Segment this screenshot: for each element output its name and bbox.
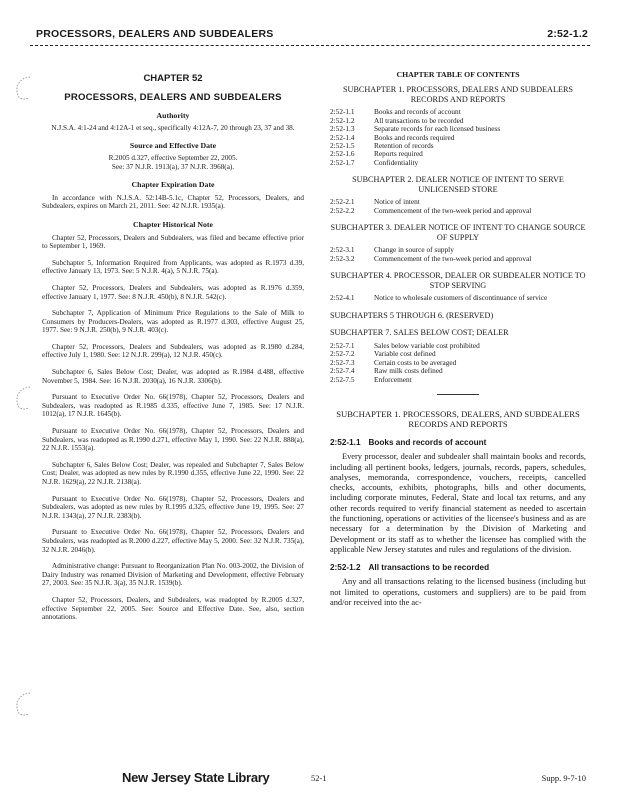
toc-subchapter: [330, 175, 586, 215]
source-heading: Source and Effective Date: [129, 141, 217, 151]
toc-entry[interactable]: [330, 255, 586, 263]
toc-entry[interactable]: [330, 134, 586, 142]
history-paragraph: Subchapter 5, Information Required from Applicants, was adopted as R.1973 d.39, effective January 13, 1973. See: 5 N.J.R. 4(a), 5 N.J.R. 75(a).: [42, 258, 304, 276]
toc-entry-number: 2:52-1.1: [330, 107, 355, 117]
source-citation: See: 37 N.J.R. 1913(a), 37 N.J.R. 3968(a).: [111, 162, 235, 171]
history-paragraph: Subchapter 7, Application of Minimum Price Regulations to the Sale of Milk to Consumers by Producers-Dealers, was adopted as R.1977 d.303, effective August 25, 1977. See: 9 N.J.R. 250(b), 9 N.J.R. 403(c).: [42, 309, 304, 335]
history-paragraph: Chapter 52, Processors, Dealers, and Subdealers, was readopted by R.2005 d.327, effective September 22, 2005. See: Source and Effective Date. See, also, section annotations.: [42, 595, 304, 622]
toc-subchapter-title[interactable]: SUBCHAPTER 3. DEALER NOTICE OF INTENT TO CHANGE SOURCE OF SUPPLY: [330, 223, 586, 242]
toc-entry-title: Notice of intent: [374, 197, 420, 207]
history-paragraph: Subchapter 6, Sales Below Cost; Dealer, was repealed and Subchapter 7, Sales Below Cost; Dealer, was adopted as new rules by R.1990 d.355, effective June 22, 1990. See: 22 N.J.R. 1629(a), 22 N.J.R. 2138(a).: [42, 460, 304, 486]
toc-entry-title: Commencement of the two-week period and approval: [374, 205, 532, 215]
section-title: Books and records of account: [368, 438, 487, 448]
toc-entry-number: 2:52-3.1: [330, 245, 355, 255]
toc-entry-number: 2:52-1.6: [330, 149, 355, 159]
binder-hole-icon: [12, 690, 34, 718]
toc-subchapter-title[interactable]: SUBCHAPTER 4. PROCESSOR, DEALER OR SUBDEALER NOTICE TO STOP SERVING: [330, 271, 586, 290]
chapter-number: CHAPTER 52: [143, 73, 203, 84]
toc-entry-title: Variable cost defined: [374, 349, 436, 359]
toc-entry[interactable]: [330, 159, 586, 167]
toc-entry[interactable]: [330, 125, 586, 133]
toc-entry-number: 2:52-7.5: [330, 374, 355, 384]
toc-entry[interactable]: [330, 342, 586, 350]
section-title: All transactions to be recorded: [368, 563, 490, 573]
toc-entry-title: Enforcement: [374, 374, 412, 384]
toc-subchapter-title[interactable]: SUBCHAPTER 1. PROCESSORS, DEALERS AND SUBDEALERS RECORDS AND REPORTS: [343, 85, 573, 104]
toc-entry-number: 2:52-1.4: [330, 132, 355, 142]
authority-heading: Authority: [156, 111, 190, 121]
toc-entry-title: Change in source of supply: [374, 245, 454, 255]
toc-subchapter-title[interactable]: SUBCHAPTER 2. DEALER NOTICE OF INTENT TO SERVE UNLICENSED STORE: [352, 175, 564, 194]
expiration-text: In accordance with N.J.S.A. 52:14B-5.1c, Chapter 52, Processors, Dealers, and Subdealers, expires on March 21, 2011. See: 42 N.J.R. 1935(a).: [42, 193, 304, 211]
history-paragraph: Administrative change: Pursuant to Reorganization Plan No. 003-2002, the Division of Dairy Industry was renamed Division of Marketing and Development, effective February 27, 2003. See: 35 N.J.R. 3(a), 35 N.J.R. 1539(b).: [42, 562, 304, 588]
toc-entry-title: Raw milk costs defined: [374, 366, 443, 376]
history-paragraph: Chapter 52, Processors, Dealers and Subdealers, was adopted as R.1980 d.284, effective July 1, 1980. See: 12 N.J.R. 299(a), 12 N.J.R. 450(c).: [42, 342, 304, 360]
authority-text: N.J.S.A. 4:1-24 and 4:12A-1 et seq., specifically 4:12A-7, 20 through 23, 37 and 38.: [51, 123, 295, 132]
header-title: PROCESSORS, DEALERS AND SUBDEALERS: [36, 28, 274, 40]
toc-entry[interactable]: [330, 207, 586, 215]
toc-entry-number: 2:52-1.3: [330, 124, 355, 134]
supplement-date: Supp. 9-7-10: [541, 773, 586, 783]
library-stamp: New Jersey State Library: [122, 770, 270, 785]
toc-subchapter-title[interactable]: SUBCHAPTERS 5 THROUGH 6. (RESERVED): [330, 310, 494, 320]
page-footer: [0, 770, 618, 790]
left-column: [42, 70, 304, 622]
toc-entry-title: Books and records of account: [374, 107, 461, 117]
toc-entry-number: 2:52-3.2: [330, 253, 355, 263]
right-column: [330, 70, 586, 608]
history-paragraph: Pursuant to Executive Order No. 66(1978), Chapter 52, Processors, Dealers and Subdealers, was readopted as R.1990 d.271, effective May 1, 1990. See: 22 N.J.R. 888(a), 22 N.J.R. 1553(a).: [42, 427, 304, 453]
subchapter-heading: SUBCHAPTER 1. PROCESSORS, DEALERS, AND SUBDEALERS RECORDS AND REPORTS: [336, 409, 580, 430]
toc-entry[interactable]: [330, 142, 586, 150]
binder-hole-icon: [12, 74, 34, 102]
header-rule: [30, 45, 590, 46]
toc-subchapter-title[interactable]: SUBCHAPTER 7. SALES BELOW COST; DEALER: [330, 328, 509, 338]
history-paragraph: Pursuant to Executive Order No. 66(1978), Chapter 52, Processors, Dealers and Subdealers, was readopted as R.1985 d.335, effective June 7, 1985. See: 17 N.J.R. 1012(a), 17 N.J.R. 1645(b).: [42, 393, 304, 419]
section-heading: [330, 563, 586, 572]
section-number: 2:52-1.2: [330, 563, 361, 573]
toc-entry[interactable]: [330, 359, 586, 367]
page-number: 52-1: [311, 773, 327, 783]
toc-entry-number: 2:52-1.5: [330, 141, 355, 151]
history-paragraph: Chapter 52, Processors, Dealers and Subdealers, was adopted as R.1976 d.359, effective January 1, 1977. See: 8 N.J.R. 450(b), 8 N.J.R. 542(c).: [42, 283, 304, 301]
toc-entry-number: 2:52-7.1: [330, 341, 355, 351]
history-heading: Chapter Historical Note: [133, 219, 213, 229]
toc-entry-title: Notice to wholesale customers of discontinuance of service: [374, 293, 548, 303]
section-text: Every processor, dealer and subdealer shall maintain books and records, including all pertinent books, ledgers, journals, records, papers, schedules, analyses, memoranda, correspondence, vouchers, receipts, cancelled checks, accounts, exhibits, photographs, bills and other documents, including corporate minutes, Federal, State and local tax returns, and any other records required to verify financial statement as needed to ascertain the functioning, operations or activities of the licensee's business and as are necessary for a determination by the Division of Marketing and Development or its staff as to whether the licensee has complied with the applicable New Jersey statutes and rules and regulations of the division.: [330, 452, 586, 554]
toc-entry-number: 2:52-7.3: [330, 357, 355, 367]
history-paragraph: Pursuant to Executive Order No. 66(1978), Chapter 52, Processors, Dealers and Subdealers, was readopted as R.2000 d.227, effective May 5, 2000. See: 32 N.J.R. 735(a), 32 N.J.R. 2046(b).: [42, 528, 304, 554]
toc-entry-title: Reports required: [374, 149, 423, 159]
toc-subchapter: [330, 311, 586, 321]
running-header: [36, 28, 588, 44]
binder-hole-icon: [12, 384, 34, 412]
chapter-title: PROCESSORS, DEALERS AND SUBDEALERS: [64, 91, 282, 103]
toc-entry-title: Sales below variable cost prohibited: [374, 341, 480, 351]
toc-entry-number: 2:52-7.4: [330, 366, 355, 376]
toc-entry-title: Certain costs to be averaged: [374, 357, 457, 367]
toc-subchapter: [330, 328, 586, 384]
history-paragraph: Pursuant to Executive Order No. 66(1978), Chapter 52, Processors, Dealers and Subdealers, was adopted as new rules by R.1995 d.325, effective June 19, 1995. See: 27 N.J.R. 1343(a), 27 N.J.R. 2383(b).: [42, 494, 304, 520]
toc-entry[interactable]: [330, 150, 586, 158]
toc-entry-number: 2:52-4.1: [330, 293, 355, 303]
section-text: Any and all transactions relating to the licensed business (including but not limited to operations, customers and suppliers) are to be paid from and/or received into the ac-: [330, 577, 586, 608]
toc-entry-title: All transactions to be recorded: [374, 115, 464, 125]
toc-entry-title: Retention of records: [374, 141, 434, 151]
toc-entry-title: Confidentiality: [374, 157, 419, 167]
section-divider: [437, 394, 479, 395]
history-paragraph: Chapter 52, Processors, Dealers and Subdealers, was filed and became effective prior to September 1, 1969.: [42, 233, 304, 251]
source-text: R.2005 d.327, effective September 22, 2005.: [108, 153, 238, 162]
toc-entry-title: Books and records required: [374, 132, 455, 142]
toc-entry-title: Separate records for each licensed business: [374, 124, 501, 134]
header-section-number: 2:52-1.2: [547, 28, 588, 40]
toc-entry[interactable]: [330, 350, 586, 358]
toc-subchapter: [330, 223, 586, 263]
toc-entry-number: 2:52-1.7: [330, 157, 355, 167]
toc-subchapter: [330, 85, 586, 167]
expiration-heading: Chapter Expiration Date: [131, 180, 215, 190]
section-heading: [330, 438, 586, 447]
section-number: 2:52-1.1: [330, 438, 361, 448]
toc-heading: CHAPTER TABLE OF CONTENTS: [396, 70, 520, 79]
toc-subchapter: [330, 271, 586, 303]
toc-entry-number: 2:52-7.2: [330, 349, 355, 359]
toc-entry[interactable]: [330, 367, 586, 375]
toc-entry-title: Commencement of the two-week period and approval: [374, 253, 532, 263]
toc-entry-number: 2:52-1.2: [330, 115, 355, 125]
history-paragraph: Subchapter 6, Sales Below Cost; Dealer, was adopted as R.1984 d.488, effective November 5, 1984. See: 16 N.J.R. 2030(a), 16 N.J.R. 3306(b).: [42, 368, 304, 385]
toc-entry[interactable]: [330, 376, 586, 384]
toc-entry[interactable]: [330, 294, 586, 302]
toc-entry-number: 2:52-2.1: [330, 197, 355, 207]
toc-entry-number: 2:52-2.2: [330, 205, 355, 215]
